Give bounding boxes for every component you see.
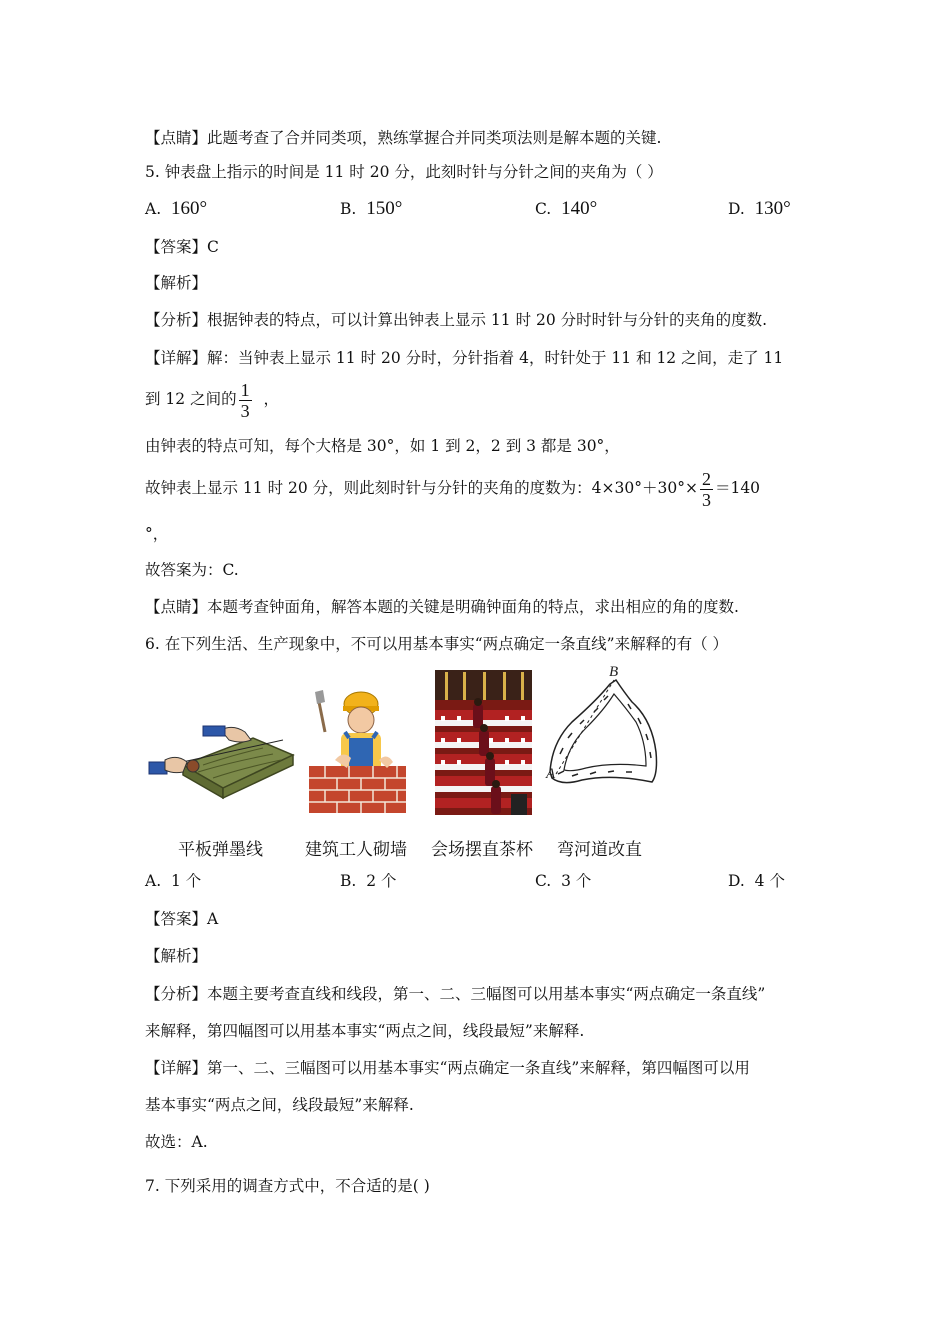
board-chalk-line-image bbox=[143, 710, 298, 810]
point-label-b: B bbox=[609, 664, 619, 680]
point-label-a: A bbox=[546, 766, 556, 782]
q5-conclusion: 故答案为：C. bbox=[145, 561, 239, 579]
q5-option-d-value: 130° bbox=[754, 198, 791, 219]
q5-dianjing: 【点睛】本题考查钟面角，解答本题的关键是明确钟面角的特点，求出相应的角的度数. bbox=[145, 598, 739, 616]
q6-xiangjie-1: 【详解】第一、二、三幅图可以用基本事实“两点确定一条直线”来解释，第四幅图可以用 bbox=[145, 1059, 750, 1077]
q5-option-a: A. 160° bbox=[145, 198, 208, 219]
q6-option-c: C. 3 个 bbox=[535, 872, 592, 890]
river-straightening-image bbox=[542, 662, 662, 812]
q7-stem: 7. 下列采用的调查方式中，不合适的是( ) bbox=[145, 1177, 430, 1195]
q6-stem: 6. 在下列生活、生产现象中，不可以用基本事实“两点确定一条直线”来解释的有（ ） bbox=[145, 635, 728, 653]
q5-option-b-value: 150° bbox=[366, 198, 403, 219]
q5-stem: 5. 钟表盘上指示的时间是 11 时 20 分，此刻时针与分针之间的夹角为（ ） bbox=[145, 163, 663, 181]
q5-xiangjie-2: 到 12 之间的 $\frac{1}{3}$ ， bbox=[145, 379, 279, 421]
q6-option-a: A. 1 个 bbox=[145, 872, 202, 890]
q5-fenxi: 【分析】根据钟表的特点，可以计算出钟表上显示 11 时 20 分时时针与分针的夹角的度数. bbox=[145, 311, 768, 329]
caption-bricklayer: 建筑工人砌墙 bbox=[305, 840, 407, 860]
q5-answer: 【答案】C bbox=[145, 238, 219, 256]
q5-option-c-value: 140° bbox=[561, 198, 598, 219]
q6-jiexi: 【解析】 bbox=[145, 947, 208, 965]
q5-xiangjie-4: 故钟表上显示 11 时 20 分，则此刻时针与分针的夹角的度数为：4×30°＋30°× $\frac{2}{3}$ ＝140 bbox=[145, 468, 761, 510]
bricklayer-image bbox=[305, 688, 410, 813]
caption-conference-cups: 会场摆直茶杯 bbox=[431, 840, 533, 860]
fraction-two-thirds: $\frac{2}{3}$ bbox=[701, 468, 711, 510]
conference-hall-image bbox=[435, 670, 532, 815]
q5-option-a-value: 160° bbox=[170, 198, 208, 219]
q4-dianjing: 【点睛】此题考查了合并同类项，熟练掌握合并同类项法则是解本题的关键. bbox=[145, 129, 662, 147]
caption-river-straightening: 弯河道改直 bbox=[557, 840, 642, 860]
q6-xiangjie-2: 基本事实“两点之间，线段最短”来解释. bbox=[145, 1096, 414, 1114]
q5-jiexi: 【解析】 bbox=[145, 274, 208, 292]
q6-answer: 【答案】A bbox=[145, 910, 219, 928]
q6-option-b: B. 2 个 bbox=[340, 872, 397, 890]
q5-xiangjie-3: 由钟表的特点可知，每个大格是 30°，如 1 到 2，2 到 3 都是 30°， bbox=[145, 437, 620, 455]
q6-fenxi-1: 【分析】本题主要考查直线和线段，第一、二、三幅图可以用基本事实“两点确定一条直线” bbox=[145, 985, 766, 1003]
q6-conclusion: 故选：A. bbox=[145, 1133, 208, 1151]
q6-fenxi-2: 来解释，第四幅图可以用基本事实“两点之间，线段最短”来解释. bbox=[145, 1022, 585, 1040]
caption-board-chalk-line: 平板弹墨线 bbox=[178, 840, 263, 860]
q5-option-d: D. 130° bbox=[728, 198, 791, 219]
q6-option-d: D. 4 个 bbox=[728, 872, 785, 890]
q5-xiangjie-5: °， bbox=[145, 525, 169, 543]
fraction-one-third: $\frac{1}{3}$ bbox=[240, 379, 250, 421]
q5-option-b: B. 150° bbox=[340, 198, 403, 219]
q5-xiangjie-1: 【详解】解：当钟表上显示 11 时 20 分时，分针指着 4，时针处于 11 和 12 之间，走了 11 bbox=[145, 349, 784, 367]
q5-option-c: C. 140° bbox=[535, 198, 598, 219]
